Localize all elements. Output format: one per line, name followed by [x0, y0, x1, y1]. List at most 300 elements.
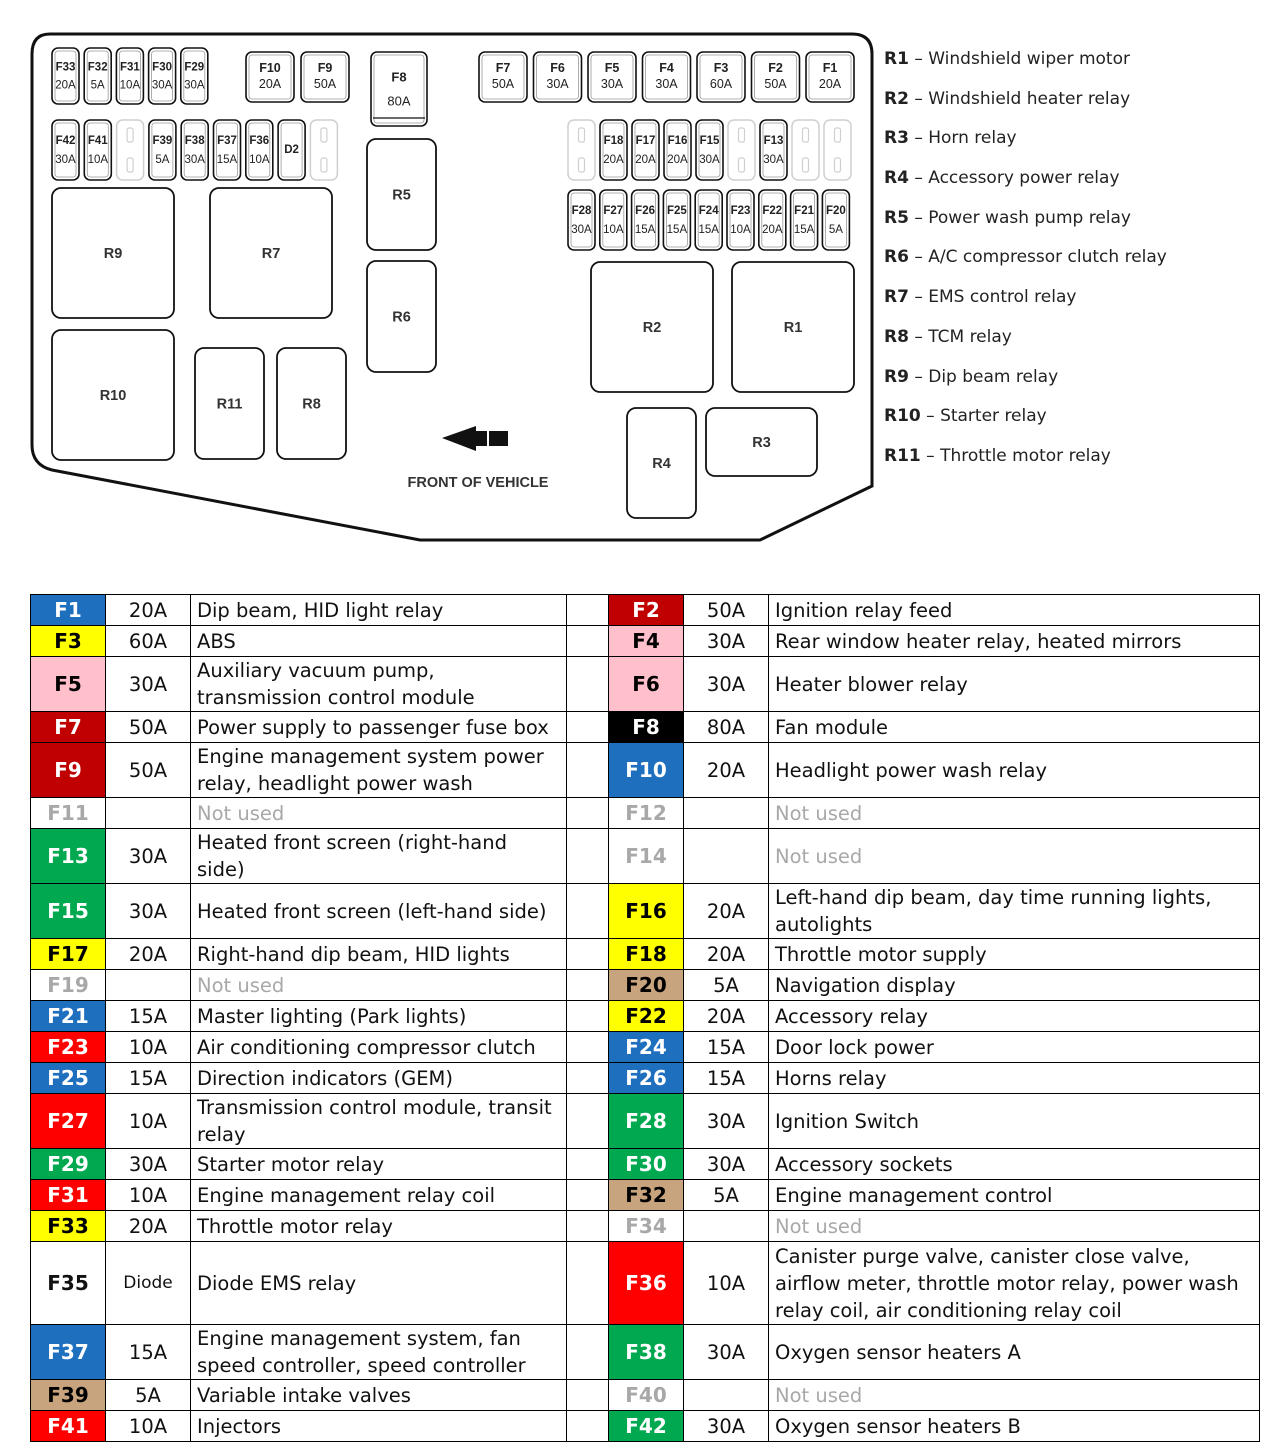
- fuse-desc-cell: Not used: [769, 798, 1260, 829]
- fuse-amp-label: 30A: [699, 154, 720, 167]
- fuse-amp-cell: 80A: [684, 712, 769, 743]
- column-gap: [567, 939, 609, 970]
- table-row: [31, 1094, 1260, 1149]
- fuse-amp-label: 20A: [635, 154, 656, 167]
- fuse-id-label: F30: [152, 61, 173, 74]
- fuse-desc-cell: Transmission control module, transit relay: [191, 1094, 567, 1149]
- column-gap: [567, 1001, 609, 1032]
- fuse-amp-label: 10A: [603, 224, 624, 237]
- fuse-amp-cell: 5A: [684, 970, 769, 1001]
- fuse-desc-cell: Engine management system power relay, headlight power wash: [191, 743, 567, 798]
- relay-legend-item: [884, 203, 1167, 243]
- relay-legend-desc: Horn relay: [928, 128, 1017, 149]
- relay-r6: [367, 261, 436, 372]
- fuse-amp-label: 5A: [828, 224, 843, 237]
- column-gap: [567, 1211, 609, 1242]
- fuse-f15: [696, 120, 723, 180]
- fuse-amp-cell: 30A: [106, 829, 191, 884]
- fuse-desc-cell: Direction indicators (GEM): [191, 1063, 567, 1094]
- fuse-f36: [246, 120, 273, 180]
- fuse-id-cell: F8: [609, 712, 684, 743]
- fuse-slot-empty: [728, 120, 755, 180]
- relay-legend-desc: Accessory power relay: [928, 168, 1120, 189]
- fuse-slot-empty: [824, 120, 851, 180]
- fuse-desc-cell: Right-hand dip beam, HID lights: [191, 939, 567, 970]
- relay-legend-dash: –: [914, 168, 923, 189]
- fuse-desc-cell: Ignition Switch: [769, 1094, 1260, 1149]
- relay-legend-desc: Windshield wiper motor: [928, 49, 1130, 69]
- fuse-amp-cell: [106, 798, 191, 829]
- fuse-amp-cell: 10A: [106, 1032, 191, 1063]
- fuse-amp-label: 15A: [698, 224, 719, 237]
- relay-label: R6: [392, 309, 411, 326]
- fuse-desc-cell: Dip beam, HID light relay: [191, 595, 567, 626]
- fuse-id-cell: F31: [31, 1180, 106, 1211]
- fuse-f2: [752, 52, 800, 102]
- relay-legend-dash: –: [914, 128, 923, 149]
- fuse-f42: [52, 120, 79, 180]
- fuse-id-label: F33: [55, 61, 76, 74]
- fuse-id-cell: F41: [31, 1411, 106, 1442]
- fuse-amp-cell: [106, 970, 191, 1001]
- relay-r11: [195, 348, 264, 459]
- relay-legend-item: [884, 282, 1167, 322]
- table-row: [31, 829, 1260, 884]
- fuse-id-cell: F19: [31, 970, 106, 1001]
- fuse-id-cell: F37: [31, 1325, 106, 1380]
- fuse-id-cell: F42: [609, 1411, 684, 1442]
- fuse-id-label: F5: [604, 61, 620, 75]
- fuse-desc-cell: Oxygen sensor heaters A: [769, 1325, 1260, 1380]
- fuse-id-cell: F7: [31, 712, 106, 743]
- fuse-amp-label: 20A: [762, 224, 783, 237]
- column-gap: [567, 1032, 609, 1063]
- fuse-id-cell: F30: [609, 1149, 684, 1180]
- relay-label: R4: [652, 456, 671, 472]
- fuse-f32: [84, 48, 111, 104]
- fuse-amp-cell: 5A: [106, 1380, 191, 1411]
- fuse-desc-cell: Ignition relay feed: [769, 595, 1260, 626]
- fuse-amp-cell: 15A: [106, 1063, 191, 1094]
- fuse-id-cell: F40: [609, 1380, 684, 1411]
- fuse-id-label: F28: [571, 205, 592, 217]
- column-gap: [567, 1094, 609, 1149]
- fuse-desc-cell: Engine management relay coil: [191, 1180, 567, 1211]
- relay-legend-dash: –: [926, 406, 935, 427]
- fuse-f9: [301, 52, 349, 102]
- fuse-f25: [663, 190, 690, 250]
- relay-legend-id: R3: [884, 128, 909, 149]
- fuse-amp-label: 10A: [249, 154, 270, 167]
- relay-legend-id: R11: [884, 445, 921, 466]
- fuse-desc-cell: Oxygen sensor heaters B: [769, 1411, 1260, 1442]
- fuse-amp-cell: 20A: [106, 595, 191, 626]
- fuse-amp-cell: 20A: [684, 884, 769, 939]
- fuse-amp-cell: 50A: [106, 712, 191, 743]
- relay-legend-desc: EMS control relay: [928, 287, 1077, 308]
- fuse-desc-cell: ABS: [191, 626, 567, 657]
- fuse-amp-cell: 20A: [106, 1211, 191, 1242]
- fuse-id-cell: F25: [31, 1063, 106, 1094]
- fuse-amp-cell: 30A: [684, 1149, 769, 1180]
- relay-legend-id: R4: [884, 168, 909, 189]
- fuse-slot-empty: [310, 120, 337, 180]
- relay-legend-dash: –: [914, 247, 923, 268]
- relay-legend-dash: –: [926, 445, 935, 466]
- fuse-desc-cell: Injectors: [191, 1411, 567, 1442]
- fuse-f23: [727, 190, 754, 250]
- relay-legend-dash: –: [914, 49, 923, 69]
- fuse-amp-label: 30A: [151, 79, 173, 92]
- fuse-id-label: F36: [249, 135, 270, 147]
- fuse-id-cell: F34: [609, 1211, 684, 1242]
- fuse-d2: [278, 120, 305, 180]
- fuse-desc-cell: Engine management system, fan speed controller, speed controller: [191, 1325, 567, 1380]
- fuse-desc-cell: Accessory relay: [769, 1001, 1260, 1032]
- column-gap: [567, 1149, 609, 1180]
- relay-legend-item: [884, 441, 1167, 481]
- fuse-id-cell: F17: [31, 939, 106, 970]
- column-gap: [567, 626, 609, 657]
- column-gap: [567, 970, 609, 1001]
- relay-legend-id: R10: [884, 406, 921, 427]
- fuse-id-cell: F13: [31, 829, 106, 884]
- fuse-id-label: F26: [635, 205, 656, 217]
- relay-legend-desc: Power wash pump relay: [928, 207, 1131, 228]
- fuse-id-label: F41: [87, 135, 108, 147]
- fuse-id-cell: F26: [609, 1063, 684, 1094]
- relay-legend-item: [884, 163, 1167, 203]
- fuse-amp-label: 20A: [55, 79, 76, 92]
- table-row: [31, 1411, 1260, 1442]
- fuse-amp-cell: 30A: [684, 626, 769, 657]
- fuse-amp-label: 15A: [793, 224, 815, 237]
- fuse-desc-cell: Variable intake valves: [191, 1380, 567, 1411]
- fuse-desc-cell: Canister purge valve, canister close valve, airflow meter, throttle motor relay, power wash relay coil, air conditioning relay coil: [769, 1242, 1260, 1325]
- relay-label: R8: [302, 396, 321, 413]
- fuse-amp-cell: [684, 1211, 769, 1242]
- fuse-f4: [643, 52, 691, 102]
- front-of-vehicle-label: FRONT OF VEHICLE: [407, 475, 549, 491]
- fuse-amp-label: 10A: [730, 224, 751, 237]
- fuse-amp-label: 50A: [491, 77, 515, 91]
- column-gap: [567, 884, 609, 939]
- fuse-id-label: F39: [152, 135, 173, 147]
- fuse-id-label: F24: [698, 205, 719, 217]
- fuse-amp-cell: 10A: [106, 1180, 191, 1211]
- fuse-id-cell: F20: [609, 970, 684, 1001]
- fuse-desc-cell: Fan module: [769, 712, 1260, 743]
- fuse-desc-cell: Navigation display: [769, 970, 1260, 1001]
- fuse-id-cell: F14: [609, 829, 684, 884]
- fuse-desc-cell: Rear window heater relay, heated mirrors: [769, 626, 1260, 657]
- fuse-desc-cell: Not used: [191, 798, 567, 829]
- fuse-id-label: F9: [317, 61, 333, 75]
- table-row: [31, 595, 1260, 626]
- fuse-id-label: F18: [603, 135, 624, 147]
- fuse-desc-cell: Starter motor relay: [191, 1149, 567, 1180]
- fuse-amp-label: 15A: [634, 224, 656, 237]
- fuse-amp-label: 20A: [818, 77, 842, 91]
- relay-r1: [732, 262, 854, 392]
- fuse-desc-cell: Left-hand dip beam, day time running lights, autolights: [769, 884, 1260, 939]
- relay-label: R10: [99, 388, 127, 404]
- fuse-f33: [52, 48, 79, 104]
- column-gap: [567, 1242, 609, 1325]
- column-gap: [567, 829, 609, 884]
- fuse-f10: [246, 52, 294, 102]
- fuse-id-label: F1: [822, 61, 838, 75]
- relay-legend-id: R8: [884, 326, 909, 347]
- fuse-amp-label: 60A: [709, 77, 733, 91]
- table-row: [31, 1032, 1260, 1063]
- relay-legend-id: R7: [884, 287, 909, 308]
- fuse-amp-cell: 10A: [106, 1411, 191, 1442]
- fuse-f21: [791, 190, 818, 250]
- fuse-f3: [697, 52, 745, 102]
- fuse-id-label: F3: [713, 61, 729, 75]
- column-gap: [567, 743, 609, 798]
- fuse-amp-label: 15A: [666, 224, 688, 237]
- fuse-slot-empty: [568, 120, 595, 180]
- fuse-desc-cell: Horns relay: [769, 1063, 1260, 1094]
- fuse-desc-cell: Not used: [769, 1211, 1260, 1242]
- table-row: [31, 1063, 1260, 1094]
- fuse-id-label: F20: [825, 205, 846, 217]
- table-row: [31, 939, 1260, 970]
- fuse-id-cell: F6: [609, 657, 684, 712]
- relay-legend-item: [884, 84, 1167, 124]
- fuse-amp-cell: [684, 798, 769, 829]
- fuse-id-cell: F35: [31, 1242, 106, 1325]
- relay-label: R5: [392, 187, 411, 204]
- fuse-amp-cell: 5A: [684, 1180, 769, 1211]
- fuse-id-label: D2: [284, 144, 299, 156]
- fuse-amp-label: 30A: [763, 154, 784, 167]
- fuse-amp-label: 50A: [764, 77, 787, 91]
- relay-legend-id: R1: [884, 49, 909, 69]
- fuse-id-label: F22: [762, 205, 783, 217]
- relay-legend-id: R6: [884, 247, 909, 268]
- fuse-amp-label: 5A: [155, 154, 170, 167]
- fuse-amp-label: 30A: [655, 77, 678, 91]
- fuse-f27: [600, 190, 627, 250]
- fuse-desc-cell: Power supply to passenger fuse box: [191, 712, 567, 743]
- relay-legend-desc: Throttle motor relay: [940, 445, 1111, 466]
- relay-legend-item: [884, 123, 1167, 163]
- fuse-amp-label: 30A: [55, 154, 76, 167]
- fuse-amp-cell: 15A: [684, 1063, 769, 1094]
- relay-r9: [52, 188, 174, 318]
- fuse-f30: [149, 48, 176, 104]
- fuse-id-label: F25: [666, 205, 687, 217]
- fuse-amp-label: 20A: [667, 154, 688, 167]
- fuse-id-cell: F1: [31, 595, 106, 626]
- fuse-id-label: F2: [768, 61, 783, 75]
- relay-legend-dash: –: [914, 287, 923, 308]
- fuse-amp-cell: 20A: [106, 939, 191, 970]
- fuse-f6: [534, 52, 582, 102]
- fuse-table: [30, 594, 1260, 1442]
- relay-legend-dash: –: [914, 88, 923, 109]
- fuse-desc-cell: Heated front screen (left-hand side): [191, 884, 567, 939]
- column-gap: [567, 1325, 609, 1380]
- fuse-id-cell: F9: [31, 743, 106, 798]
- relay-legend-item: [884, 362, 1167, 402]
- fuse-amp-label: 15A: [216, 154, 238, 167]
- fuse-id-label: F4: [659, 61, 674, 75]
- fuse-id-cell: F18: [609, 939, 684, 970]
- relay-legend-item: [884, 44, 1167, 84]
- fuse-amp-label: 10A: [119, 79, 141, 92]
- fuse-f41: [84, 120, 111, 180]
- fuse-id-cell: F36: [609, 1242, 684, 1325]
- fuse-amp-cell: 30A: [684, 1094, 769, 1149]
- table-row: [31, 1149, 1260, 1180]
- fuse-id-cell: F29: [31, 1149, 106, 1180]
- relay-legend-dash: –: [914, 326, 923, 347]
- relay-legend-desc: A/C compressor clutch relay: [928, 247, 1167, 268]
- fuse-id-cell: F22: [609, 1001, 684, 1032]
- fuse-amp-cell: 30A: [106, 1149, 191, 1180]
- relay-legend-id: R5: [884, 207, 909, 228]
- fuse-id-cell: F39: [31, 1380, 106, 1411]
- fuse-amp-cell: 30A: [684, 1411, 769, 1442]
- fuse-id-cell: F28: [609, 1094, 684, 1149]
- fuse-id-cell: F4: [609, 626, 684, 657]
- fuse-amp-cell: 30A: [684, 657, 769, 712]
- relay-r7: [210, 188, 332, 318]
- fuse-f22: [759, 190, 786, 250]
- relay-legend-id: R9: [884, 366, 909, 387]
- fuse-desc-cell: Heated front screen (right-hand side): [191, 829, 567, 884]
- fuse-amp-cell: 15A: [106, 1001, 191, 1032]
- fuse-amp-cell: 30A: [684, 1325, 769, 1380]
- fuse-id-cell: F3: [31, 626, 106, 657]
- fuse-amp-label: 5A: [90, 79, 105, 92]
- fuse-id-label: F31: [119, 61, 140, 74]
- relay-legend: [884, 44, 1167, 481]
- fuse-slot-empty: [117, 120, 144, 180]
- fuse-id-label: F37: [217, 135, 237, 147]
- relay-legend-id: R2: [884, 88, 909, 109]
- fuse-id-label: F29: [184, 61, 205, 74]
- relay-r10: [52, 330, 174, 460]
- fuse-id-cell: F33: [31, 1211, 106, 1242]
- table-row: [31, 1325, 1260, 1380]
- fuse-desc-cell: Throttle motor relay: [191, 1211, 567, 1242]
- column-gap: [567, 798, 609, 829]
- fuse-amp-cell: 15A: [684, 1032, 769, 1063]
- fuse-amp-cell: 50A: [106, 743, 191, 798]
- fuse-amp-label: 30A: [571, 224, 592, 237]
- table-row: [31, 1001, 1260, 1032]
- fuse-amp-cell: 30A: [106, 884, 191, 939]
- fuse-id-cell: F2: [609, 595, 684, 626]
- fuse-slot-empty: [792, 120, 819, 180]
- column-gap: [567, 712, 609, 743]
- fuse-id-label: F16: [667, 135, 688, 147]
- fuse-id-cell: F15: [31, 884, 106, 939]
- relay-legend-desc: Starter relay: [940, 406, 1047, 427]
- fuse-amp-label: 20A: [258, 77, 282, 91]
- fuse-amp-cell: 15A: [106, 1325, 191, 1380]
- fuse-amp-cell: 20A: [684, 1001, 769, 1032]
- table-row: [31, 1242, 1260, 1325]
- relay-legend-desc: TCM relay: [928, 326, 1012, 347]
- table-row: [31, 884, 1260, 939]
- fuse-id-label: F6: [550, 61, 565, 75]
- fuse-f1: [806, 52, 854, 102]
- relay-label: R7: [261, 246, 281, 262]
- fuse-id-cell: F11: [31, 798, 106, 829]
- fuse-f26: [632, 190, 659, 250]
- column-gap: [567, 1063, 609, 1094]
- fuse-desc-cell: Diode EMS relay: [191, 1242, 567, 1325]
- fuse-amp-cell: [684, 1380, 769, 1411]
- table-row: [31, 712, 1260, 743]
- fuse-id-label: F8: [391, 69, 407, 85]
- fuse-f37: [214, 120, 241, 180]
- relay-legend-item: [884, 401, 1167, 441]
- fuse-id-cell: F32: [609, 1180, 684, 1211]
- fuse-desc-cell: Throttle motor supply: [769, 939, 1260, 970]
- fuse-id-label: F38: [184, 135, 205, 147]
- fuse-amp-label: 10A: [87, 154, 109, 167]
- fuse-id-label: F7: [495, 61, 511, 75]
- fuse-id-label: F42: [55, 135, 76, 147]
- fuse-amp-label: 80A: [387, 93, 411, 109]
- table-row: [31, 798, 1260, 829]
- table-row: [31, 743, 1260, 798]
- fuse-amp-cell: 20A: [684, 743, 769, 798]
- relay-r4: [627, 408, 696, 518]
- fuse-desc-cell: Air conditioning compressor clutch: [191, 1032, 567, 1063]
- fuse-amp-cell: Diode: [106, 1242, 191, 1325]
- relay-legend-desc: Dip beam relay: [928, 366, 1059, 387]
- table-row: [31, 970, 1260, 1001]
- fuse-amp-cell: 10A: [106, 1094, 191, 1149]
- table-row: [31, 1380, 1260, 1411]
- fuse-id-label: F17: [635, 135, 656, 147]
- fuse-f13: [760, 120, 787, 180]
- fuse-amp-cell: 50A: [684, 595, 769, 626]
- fuse-desc-cell: Door lock power: [769, 1032, 1260, 1063]
- fuse-amp-cell: [684, 829, 769, 884]
- relay-r2: [591, 262, 713, 392]
- fuse-desc-cell: Accessory sockets: [769, 1149, 1260, 1180]
- fuse-id-cell: F12: [609, 798, 684, 829]
- column-gap: [567, 1180, 609, 1211]
- fuse-amp-label: 30A: [600, 77, 624, 91]
- column-gap: [567, 595, 609, 626]
- relay-label: R9: [103, 246, 123, 262]
- fuse-id-cell: F23: [31, 1032, 106, 1063]
- fuse-f29: [181, 48, 208, 104]
- relay-label: R1: [783, 320, 803, 336]
- relay-label: R3: [752, 435, 771, 451]
- fuse-f39: [149, 120, 176, 180]
- fuse-amp-cell: 60A: [106, 626, 191, 657]
- fuse-id-label: F27: [603, 205, 624, 217]
- table-row: [31, 626, 1260, 657]
- relay-legend-dash: –: [914, 366, 923, 387]
- fuse-amp-cell: 10A: [684, 1242, 769, 1325]
- fuse-f38: [181, 120, 208, 180]
- fuse-f5: [588, 52, 636, 102]
- fuse-id-cell: F38: [609, 1325, 684, 1380]
- relay-legend-item: [884, 242, 1167, 282]
